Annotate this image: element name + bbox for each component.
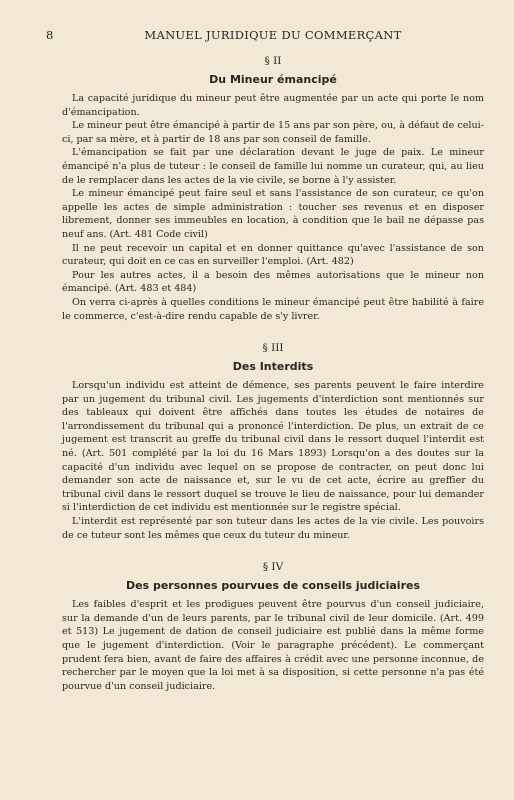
paragraph: L'émancipation se fait par une déclaration devant le juge de paix. Le mineur émancipé n'a plus de tuteur : le conseil de famille lui nomme un curateur, qui, au lieu de le remplacer dans les actes de la vie civile, se borne à l'y assister. [62, 147, 484, 186]
page-number: 8 [46, 28, 54, 42]
section-number: § IV [262, 561, 284, 574]
paragraph: On verra ci-après à quelles conditions le mineur émancipé peut être habilité à faire le commerce, c'est-à-dire rendu capable de s'y livrer. [62, 296, 484, 322]
page-header [46, 28, 484, 46]
paragraph: L'interdit est représenté par son tuteur dans les actes de la vie civile. Les pouvoirs de ce tuteur sont les mêmes que ceux du tuteur du mineur. [62, 516, 484, 541]
running-title: MANUEL JURIDIQUE DU COMMERÇANT [144, 28, 402, 42]
section-title: Du Mineur émancipé [209, 73, 337, 86]
section-number: § II [264, 55, 282, 67]
section-4 [62, 561, 484, 693]
section-number: § III [262, 342, 284, 355]
paragraph: Lorsqu'un individu est atteint de démence, ses parents peuvent le faire interdire par un jugement du tribunal civil. Les jugements d'interdiction sont mentionnés sur des tableaux qui doivent être affichés dans toutes les études de notaires de l'arrondissement du tribunal qui a prononcé l'interdiction. De plus, un extrait de ce jugement est transcrit au greffe du tribunal civil dans le ressort duquel l'interdit est né. (Art. 501 complété par la loi du 16 Mars 1893) Lorsqu'on a des doutes sur la capacité d'un individu avec lequel on se propose de contracter, on peut donc lui demander son acte de naissance et, sur le vu de cet acte, écrire au greffier du tribunal civil dans le ressort duquel se trouve le lieu de naissance, pour lui demander si l'interdiction de cet individu est mentionnée sur le registre spécial. [62, 380, 484, 514]
paragraph: La capacité juridique du mineur peut être augmentée par un acte qui porte le nom d'émancipation. [62, 93, 484, 118]
paragraph: Il ne peut recevoir un capital et en donner quittance qu'avec l'assistance de son curateur, qui doit en ce cas en surveiller l'emploi. (Art. 482) [62, 242, 484, 268]
paragraph: Le mineur peut être émancipé à partir de 15 ans par son père, ou, à défaut de celui-ci, par sa mère, et à partir de 18 ans par son conseil de famille. [62, 120, 484, 145]
paragraph: Pour les autres actes, il a besoin des mêmes autorisations que le mineur non émancipé. (Art. 483 et 484) [62, 269, 484, 295]
section-title: Des personnes pourvues de conseils judiciaires [125, 579, 421, 593]
section-2 [62, 55, 484, 323]
paragraph: Les faibles d'esprit et les prodigues peuvent être pourvus d'un conseil judiciaire, sur la demande d'un de leurs parents, par le tribunal civil de leur domicile. (Art. 499 et 513) Le jugement de dation de conseil judiciaire est publié dans la même forme que le jugement d'interdiction. (Voir le paragraphe précédent). Le commerçant prudent fera bien, avant de faire des affaires à crédit avec une personne inconnue, de rechercher par le moyen que la loi met à sa disposition, si cette personne n'a pas été pourvue d'un conseil judiciaire. [62, 599, 484, 692]
section-3 [62, 342, 484, 542]
paragraph: Le mineur émancipé peut faire seul et sans l'assistance de son curateur, ce qu'on appelle les actes de simple administration : toucher ses revenus et en disposer librement, donner ses immeubles en location, à condition que le bail ne dépasse pas neuf ans. (Art. 481 Code civil) [62, 188, 484, 240]
section-title: Des Interdits [232, 360, 314, 374]
